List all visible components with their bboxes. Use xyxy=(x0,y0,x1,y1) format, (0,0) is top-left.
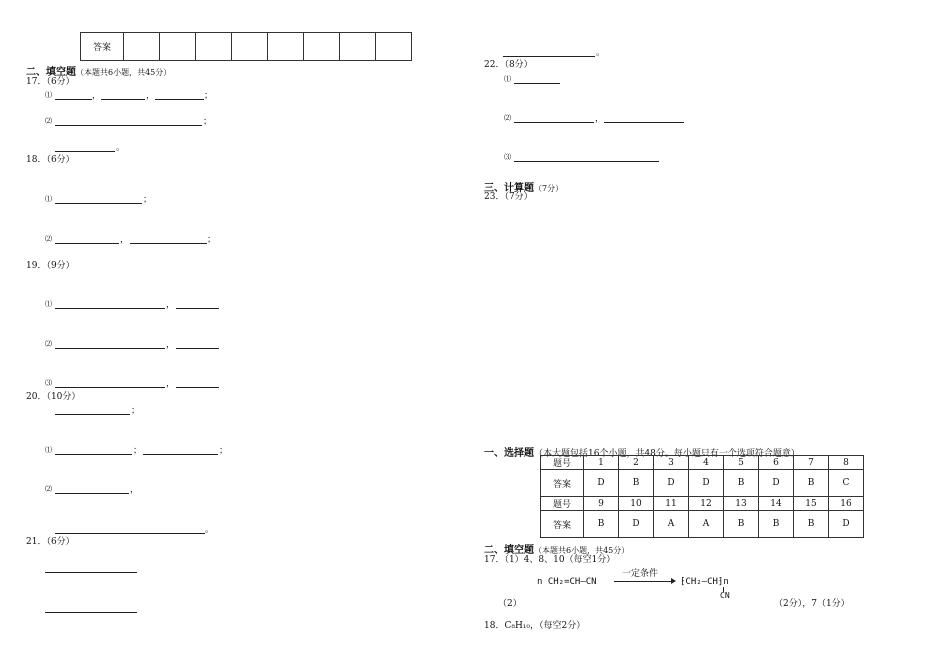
row-label: 题号 xyxy=(541,497,584,511)
table-cell: D xyxy=(829,511,864,538)
answer-cell xyxy=(304,33,340,61)
q21-blank-3[interactable] xyxy=(503,56,595,57)
table-cell: 3 xyxy=(654,456,689,470)
q19-blank-2[interactable] xyxy=(176,308,219,309)
q22-blank-4[interactable] xyxy=(514,161,659,162)
q20-blank-4[interactable] xyxy=(55,493,129,494)
table-cell: D xyxy=(619,511,654,538)
q22-p1-label: ⑴ xyxy=(504,75,511,83)
q20-number: 20．（10分） xyxy=(26,392,81,402)
table-cell: 12 xyxy=(689,497,724,511)
answer-key-table xyxy=(540,455,864,538)
table-cell: A xyxy=(654,511,689,538)
reaction-arrowhead xyxy=(671,578,676,584)
table-cell: 9 xyxy=(584,497,619,511)
table-cell: C xyxy=(829,470,864,497)
table-cell: 8 xyxy=(829,456,864,470)
q17-blank-5[interactable] xyxy=(55,151,115,152)
q18-p1-label: ⑴ xyxy=(45,195,52,203)
answer-row xyxy=(541,511,864,538)
q19-blank-1[interactable] xyxy=(55,308,165,309)
table-cell: D xyxy=(689,470,724,497)
answer-cell xyxy=(232,33,268,61)
q20-blank-1[interactable] xyxy=(55,414,130,415)
table-cell: 7 xyxy=(794,456,829,470)
q20-blank-5[interactable] xyxy=(55,533,205,534)
table-cell: 15 xyxy=(794,497,829,511)
table-cell: D xyxy=(759,470,794,497)
q19-blank-6[interactable] xyxy=(176,387,219,388)
answer-17-part2-score: （2分），7（1分） xyxy=(774,599,850,609)
q22-number: 22．（8分） xyxy=(484,60,533,70)
table-cell: A xyxy=(689,511,724,538)
row-label: 答案 xyxy=(541,511,584,538)
q22-blank-2[interactable] xyxy=(514,122,594,123)
answer-label: 答案 xyxy=(81,33,124,61)
answer-cell xyxy=(376,33,412,61)
table-cell: B xyxy=(724,470,759,497)
q21-number: 21．（6分） xyxy=(26,537,75,547)
q21-blank-1[interactable] xyxy=(45,572,137,573)
table-cell: B xyxy=(619,470,654,497)
q20-p2-label: ⑵ xyxy=(45,485,52,493)
q17-p1-label: ⑴ xyxy=(45,91,52,99)
q18-number: 18．（6分） xyxy=(26,155,75,165)
q22-blank-1[interactable] xyxy=(514,83,560,84)
q19-number: 19．（9分） xyxy=(26,261,75,271)
q18-blank-1[interactable] xyxy=(55,203,142,204)
table-cell: 6 xyxy=(759,456,794,470)
row-label: 答案 xyxy=(541,470,584,497)
answer-row xyxy=(541,470,864,497)
answer-18: 18．C₈H₁₀，（每空2分） xyxy=(484,621,586,631)
q21-blank-2[interactable] xyxy=(45,612,137,613)
answer-sec2-heading: 二、填空题（本题共6小题，共45分） xyxy=(484,545,630,556)
table-cell: 2 xyxy=(619,456,654,470)
table-cell: B xyxy=(759,511,794,538)
table-cell: 1 xyxy=(584,456,619,470)
q22-p2-label: ⑵ xyxy=(504,114,511,122)
q17-number: 17．（6分） xyxy=(26,77,75,87)
q19-p3-label: ⑶ xyxy=(45,379,52,387)
q17-blank-1[interactable] xyxy=(55,99,92,100)
q19-p1-label: ⑴ xyxy=(45,300,52,308)
q19-p2-label: ⑵ xyxy=(45,340,52,348)
table-cell: B xyxy=(584,511,619,538)
table-cell: D xyxy=(584,470,619,497)
reaction-condition: 一定条件 xyxy=(622,569,659,579)
table-cell: 13 xyxy=(724,497,759,511)
q20-blank-3[interactable] xyxy=(143,454,218,455)
q20-p1-label: ⑴ xyxy=(45,446,52,454)
section2-heading: 二、填空题（本题共6小题，共45分） xyxy=(26,67,172,78)
row-label: 题号 xyxy=(541,456,584,470)
table-cell: 11 xyxy=(654,497,689,511)
reaction-arrow xyxy=(614,581,672,582)
q19-blank-5[interactable] xyxy=(55,387,165,388)
question-row xyxy=(541,497,864,511)
answer-17: 17．（1）4、8、10（每空1分） xyxy=(484,555,616,565)
answer-cell xyxy=(196,33,232,61)
q19-blank-4[interactable] xyxy=(176,348,219,349)
answer-cell xyxy=(268,33,304,61)
q17-blank-3[interactable] xyxy=(155,99,204,100)
answer-cell xyxy=(160,33,196,61)
top-answer-table xyxy=(80,32,412,61)
table-cell: B xyxy=(794,511,829,538)
q17-blank-2[interactable] xyxy=(101,99,145,100)
reaction-substituent: CN xyxy=(720,591,730,600)
q22-p3-label: ⑶ xyxy=(504,153,511,161)
q23-number: 23．（7分） xyxy=(484,192,533,202)
q18-p2-label: ⑵ xyxy=(45,235,52,243)
table-cell: B xyxy=(794,470,829,497)
table-cell: 16 xyxy=(829,497,864,511)
reaction-reactant: n CH₂=CH—CN xyxy=(537,577,597,587)
q18-blank-2[interactable] xyxy=(55,243,119,244)
table-cell: 5 xyxy=(724,456,759,470)
table-cell: 4 xyxy=(689,456,724,470)
q20-blank-2[interactable] xyxy=(55,454,132,455)
answer-17-part2-label: （2） xyxy=(498,599,522,609)
table-cell: 10 xyxy=(619,497,654,511)
answer-cell xyxy=(340,33,376,61)
q18-blank-3[interactable] xyxy=(130,243,207,244)
table-cell: B xyxy=(724,511,759,538)
answer-cell xyxy=(124,33,160,61)
table-cell: D xyxy=(654,470,689,497)
q22-blank-3[interactable] xyxy=(604,122,684,123)
q19-blank-3[interactable] xyxy=(55,348,165,349)
q17-p2-label: ⑵ xyxy=(45,117,52,125)
table-cell: 14 xyxy=(759,497,794,511)
reaction-product: ⁅CH₂—CH⁆n xyxy=(680,577,729,587)
q17-blank-4[interactable] xyxy=(55,125,202,126)
section3-heading: 三、计算题（7分） xyxy=(484,183,564,194)
question-row xyxy=(541,456,864,470)
answer-sec1-heading: 一、选择题（本大题包括16个小题，共48分。每小题只有一个选项符合题意） xyxy=(484,448,800,459)
